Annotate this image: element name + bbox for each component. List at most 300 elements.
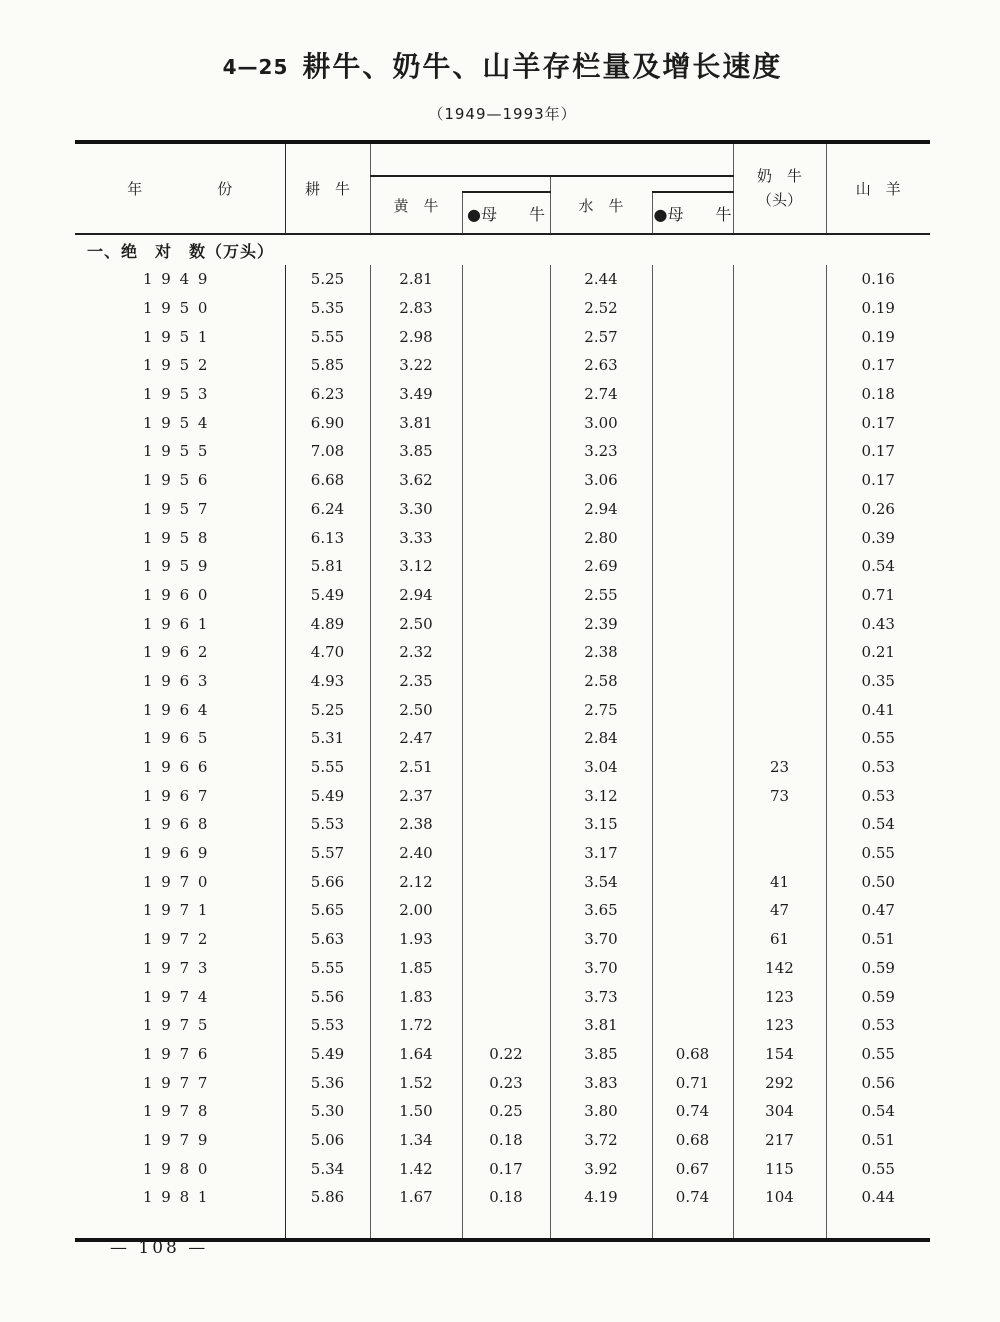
value-cell: 0.18 — [462, 1126, 550, 1155]
value-cell — [462, 552, 550, 581]
table-row — [75, 638, 930, 667]
value-cell — [652, 954, 733, 983]
year-cell: 1 9 8 1 — [143, 1188, 210, 1207]
year-cell: 1 9 6 8 — [143, 815, 210, 834]
year-cell: 1 9 6 4 — [143, 700, 210, 719]
value-cell: 5.53 — [285, 1011, 370, 1040]
table-row — [75, 781, 930, 810]
value-cell: 3.85 — [370, 437, 462, 466]
value-cell: 2.94 — [550, 495, 652, 524]
page-number: — 108 — — [110, 1238, 209, 1258]
statistics-table — [75, 140, 930, 1242]
value-cell: 3.92 — [550, 1154, 652, 1183]
value-cell: 4.89 — [285, 609, 370, 638]
table-row — [75, 609, 930, 638]
value-cell: 5.31 — [285, 724, 370, 753]
table-number: 4—25 — [222, 55, 289, 79]
value-cell: 2.80 — [550, 523, 652, 552]
value-cell: 0.19 — [826, 294, 930, 323]
value-cell — [652, 867, 733, 896]
value-cell — [652, 982, 733, 1011]
value-cell: 0.22 — [462, 1040, 550, 1069]
value-cell: 4.93 — [285, 667, 370, 696]
value-cell: 2.47 — [370, 724, 462, 753]
year-cell: 1 9 5 8 — [143, 528, 210, 547]
value-cell — [462, 495, 550, 524]
value-cell — [733, 380, 826, 409]
value-cell: 0.19 — [826, 322, 930, 351]
value-cell — [652, 781, 733, 810]
year-cell: 1 9 8 0 — [143, 1159, 210, 1178]
table-row — [75, 523, 930, 552]
table-row — [75, 839, 930, 868]
value-cell — [652, 667, 733, 696]
year-cell: 1 9 6 1 — [143, 614, 210, 633]
table-row — [75, 724, 930, 753]
table-row — [75, 265, 930, 294]
value-cell: 0.74 — [652, 1183, 733, 1212]
yellow-cows-spacer — [462, 176, 550, 192]
spacer-cell — [826, 1212, 930, 1240]
year-cell: 1 9 7 4 — [143, 987, 210, 1006]
value-cell: 3.33 — [370, 523, 462, 552]
value-cell: 4.70 — [285, 638, 370, 667]
value-cell: 2.50 — [370, 609, 462, 638]
value-cell — [652, 466, 733, 495]
value-cell: 47 — [733, 896, 826, 925]
value-cell: 0.68 — [652, 1126, 733, 1155]
year-cell: 1 9 5 1 — [143, 327, 210, 346]
value-cell: 2.58 — [550, 667, 652, 696]
value-cell — [652, 695, 733, 724]
value-cell: 4.19 — [550, 1183, 652, 1212]
value-cell: 5.86 — [285, 1183, 370, 1212]
value-cell: 5.55 — [285, 753, 370, 782]
value-cell: 3.30 — [370, 495, 462, 524]
value-cell: 1.85 — [370, 954, 462, 983]
value-cell: 1.67 — [370, 1183, 462, 1212]
table-row — [75, 322, 930, 351]
value-cell — [733, 609, 826, 638]
value-cell — [733, 265, 826, 294]
value-cell: 5.35 — [285, 294, 370, 323]
value-cell — [733, 523, 826, 552]
value-cell: 5.06 — [285, 1126, 370, 1155]
value-cell: 6.23 — [285, 380, 370, 409]
value-cell: 2.83 — [370, 294, 462, 323]
table-header — [75, 142, 930, 234]
value-cell: 0.43 — [826, 609, 930, 638]
value-cell: 0.68 — [652, 1040, 733, 1069]
value-cell: 2.38 — [370, 810, 462, 839]
value-cell: 23 — [733, 753, 826, 782]
col-header-draft-cattle: 耕 牛 — [285, 142, 370, 234]
value-cell: 0.17 — [826, 351, 930, 380]
table-body — [75, 234, 930, 1240]
year-cell: 1 9 7 6 — [143, 1044, 210, 1063]
value-cell — [733, 495, 826, 524]
year-cell: 1 9 4 9 — [143, 270, 210, 289]
table-row — [75, 495, 930, 524]
year-cell: 1 9 6 2 — [143, 643, 210, 662]
dairy-label-line1: 奶 牛 — [756, 167, 802, 186]
value-cell: 0.41 — [826, 695, 930, 724]
value-cell: 3.49 — [370, 380, 462, 409]
value-cell: 1.42 — [370, 1154, 462, 1183]
value-cell — [652, 753, 733, 782]
table-row — [75, 1097, 930, 1126]
dairy-label-line2: （头） — [756, 190, 802, 209]
value-cell: 0.50 — [826, 867, 930, 896]
value-cell: 3.62 — [370, 466, 462, 495]
value-cell: 3.04 — [550, 753, 652, 782]
value-cell: 0.55 — [826, 1040, 930, 1069]
value-cell: 5.49 — [285, 581, 370, 610]
table-row — [75, 294, 930, 323]
value-cell: 2.32 — [370, 638, 462, 667]
value-cell: 2.94 — [370, 581, 462, 610]
value-cell: 0.51 — [826, 1126, 930, 1155]
value-cell: 0.55 — [826, 724, 930, 753]
value-cell — [733, 408, 826, 437]
value-cell — [652, 495, 733, 524]
value-cell: 3.70 — [550, 954, 652, 983]
value-cell — [652, 810, 733, 839]
value-cell — [652, 437, 733, 466]
value-cell — [733, 839, 826, 868]
value-cell: 2.00 — [370, 896, 462, 925]
year-cell: 1 9 7 8 — [143, 1102, 210, 1121]
value-cell — [462, 695, 550, 724]
value-cell — [652, 408, 733, 437]
value-cell: 0.44 — [826, 1183, 930, 1212]
spacer-cell — [370, 1212, 462, 1240]
value-cell: 2.52 — [550, 294, 652, 323]
value-cell: 0.17 — [826, 437, 930, 466]
year-cell: 1 9 5 0 — [143, 299, 210, 318]
year-cell: 1 9 6 9 — [143, 844, 210, 863]
value-cell: 3.70 — [550, 925, 652, 954]
col-header-year: 年 份 — [127, 180, 233, 198]
value-cell: 5.53 — [285, 810, 370, 839]
value-cell: 2.81 — [370, 265, 462, 294]
value-cell: 5.56 — [285, 982, 370, 1011]
value-cell: 2.84 — [550, 724, 652, 753]
col-header-water-buffalo: 水 牛 — [550, 176, 652, 234]
value-cell: 5.49 — [285, 1040, 370, 1069]
value-cell — [462, 810, 550, 839]
value-cell — [462, 1011, 550, 1040]
cattle-group-spacer — [370, 142, 733, 176]
value-cell: 0.23 — [462, 1068, 550, 1097]
value-cell — [652, 523, 733, 552]
value-cell: 0.53 — [826, 1011, 930, 1040]
value-cell: 0.54 — [826, 810, 930, 839]
table-row — [75, 1068, 930, 1097]
table-row — [75, 667, 930, 696]
value-cell: 3.22 — [370, 351, 462, 380]
value-cell — [462, 839, 550, 868]
year-cell: 1 9 6 7 — [143, 786, 210, 805]
value-cell — [652, 581, 733, 610]
value-cell: 2.98 — [370, 322, 462, 351]
spacer-cell — [550, 1212, 652, 1240]
spacer-cell — [75, 1212, 285, 1240]
table-row — [75, 896, 930, 925]
value-cell: 0.59 — [826, 982, 930, 1011]
table-row — [75, 810, 930, 839]
value-cell — [733, 466, 826, 495]
spacer-cell — [652, 1212, 733, 1240]
table-row — [75, 867, 930, 896]
value-cell: 3.73 — [550, 982, 652, 1011]
value-cell: 2.38 — [550, 638, 652, 667]
value-cell: 3.00 — [550, 408, 652, 437]
value-cell: 6.24 — [285, 495, 370, 524]
value-cell: 3.54 — [550, 867, 652, 896]
value-cell — [462, 581, 550, 610]
page-subtitle: （1949—1993年） — [428, 105, 577, 123]
value-cell — [733, 667, 826, 696]
year-cell: 1 9 5 5 — [143, 442, 210, 461]
value-cell — [462, 896, 550, 925]
value-cell: 1.64 — [370, 1040, 462, 1069]
year-cell: 1 9 6 0 — [143, 585, 210, 604]
value-cell — [462, 322, 550, 351]
value-cell: 0.55 — [826, 1154, 930, 1183]
value-cell: 0.47 — [826, 896, 930, 925]
year-cell: 1 9 5 6 — [143, 471, 210, 490]
value-cell: 104 — [733, 1183, 826, 1212]
year-cell: 1 9 6 5 — [143, 729, 210, 748]
value-cell: 3.06 — [550, 466, 652, 495]
year-cell: 1 9 6 3 — [143, 671, 210, 690]
value-cell: 5.81 — [285, 552, 370, 581]
value-cell — [733, 724, 826, 753]
buffalo-cows-spacer — [652, 176, 733, 192]
value-cell — [462, 724, 550, 753]
value-cell: 154 — [733, 1040, 826, 1069]
year-cell: 1 9 6 6 — [143, 758, 210, 777]
value-cell: 0.56 — [826, 1068, 930, 1097]
value-cell: 123 — [733, 1011, 826, 1040]
value-cell: 0.55 — [826, 839, 930, 868]
value-cell — [462, 638, 550, 667]
value-cell — [462, 351, 550, 380]
value-cell: 3.81 — [550, 1011, 652, 1040]
year-cell: 1 9 7 9 — [143, 1130, 210, 1149]
value-cell: 3.80 — [550, 1097, 652, 1126]
table-row — [75, 1154, 930, 1183]
value-cell — [652, 925, 733, 954]
value-cell — [733, 695, 826, 724]
value-cell: 0.18 — [826, 380, 930, 409]
value-cell — [652, 380, 733, 409]
value-cell: 0.21 — [826, 638, 930, 667]
value-cell: 5.36 — [285, 1068, 370, 1097]
value-cell — [652, 1011, 733, 1040]
value-cell: 142 — [733, 954, 826, 983]
col-header-goats: 山 羊 — [826, 142, 930, 234]
value-cell: 3.12 — [550, 781, 652, 810]
value-cell: 115 — [733, 1154, 826, 1183]
value-cell: 0.59 — [826, 954, 930, 983]
value-cell: 3.12 — [370, 552, 462, 581]
year-cell: 1 9 7 3 — [143, 958, 210, 977]
value-cell — [652, 896, 733, 925]
value-cell: 0.35 — [826, 667, 930, 696]
value-cell: 1.52 — [370, 1068, 462, 1097]
table-bottom-spacer — [75, 1212, 930, 1240]
value-cell: 61 — [733, 925, 826, 954]
year-cell: 1 9 7 7 — [143, 1073, 210, 1092]
value-cell: 3.72 — [550, 1126, 652, 1155]
table-row — [75, 408, 930, 437]
spacer-cell — [285, 1212, 370, 1240]
value-cell: 5.85 — [285, 351, 370, 380]
value-cell — [652, 552, 733, 581]
value-cell: 5.65 — [285, 896, 370, 925]
value-cell — [462, 408, 550, 437]
value-cell: 0.39 — [826, 523, 930, 552]
value-cell: 292 — [733, 1068, 826, 1097]
year-cell: 1 9 5 3 — [143, 385, 210, 404]
value-cell — [462, 466, 550, 495]
value-cell — [652, 265, 733, 294]
value-cell — [733, 351, 826, 380]
value-cell — [733, 638, 826, 667]
col-header-dairy-cattle — [733, 142, 826, 234]
page-title: 耕牛、奶牛、山羊存栏量及增长速度 — [302, 50, 783, 83]
value-cell — [733, 322, 826, 351]
value-cell: 0.17 — [462, 1154, 550, 1183]
value-cell: 3.85 — [550, 1040, 652, 1069]
value-cell: 217 — [733, 1126, 826, 1155]
value-cell — [462, 781, 550, 810]
table-row — [75, 380, 930, 409]
table-row — [75, 552, 930, 581]
value-cell — [462, 437, 550, 466]
col-header-buffalo-cows: ●母 牛 — [652, 192, 733, 234]
year-cell: 1 9 7 5 — [143, 1016, 210, 1035]
value-cell: 123 — [733, 982, 826, 1011]
value-cell: 6.13 — [285, 523, 370, 552]
value-cell — [733, 294, 826, 323]
table-row — [75, 581, 930, 610]
value-cell: 5.55 — [285, 954, 370, 983]
value-cell: 1.83 — [370, 982, 462, 1011]
value-cell — [462, 523, 550, 552]
value-cell: 0.54 — [826, 552, 930, 581]
value-cell: 3.83 — [550, 1068, 652, 1097]
value-cell: 1.93 — [370, 925, 462, 954]
value-cell: 1.50 — [370, 1097, 462, 1126]
value-cell: 0.71 — [826, 581, 930, 610]
value-cell: 2.44 — [550, 265, 652, 294]
value-cell: 0.16 — [826, 265, 930, 294]
value-cell — [652, 724, 733, 753]
value-cell: 0.71 — [652, 1068, 733, 1097]
value-cell: 3.81 — [370, 408, 462, 437]
value-cell: 2.57 — [550, 322, 652, 351]
table-row — [75, 437, 930, 466]
table-row — [75, 1126, 930, 1155]
value-cell: 73 — [733, 781, 826, 810]
value-cell: 5.57 — [285, 839, 370, 868]
value-cell: 5.63 — [285, 925, 370, 954]
table-row — [75, 954, 930, 983]
value-cell: 2.50 — [370, 695, 462, 724]
value-cell: 2.63 — [550, 351, 652, 380]
spacer-cell — [462, 1212, 550, 1240]
value-cell: 5.25 — [285, 265, 370, 294]
value-cell: 0.25 — [462, 1097, 550, 1126]
title-block — [75, 45, 930, 85]
value-cell — [652, 839, 733, 868]
table-row — [75, 695, 930, 724]
year-cell: 1 9 5 9 — [143, 557, 210, 576]
year-cell: 1 9 7 1 — [143, 901, 210, 920]
col-header-yellow-cattle: 黄 牛 — [370, 176, 462, 234]
value-cell: 0.26 — [826, 495, 930, 524]
value-cell — [462, 609, 550, 638]
value-cell — [733, 581, 826, 610]
value-cell — [652, 609, 733, 638]
value-cell — [652, 294, 733, 323]
value-cell: 2.75 — [550, 695, 652, 724]
value-cell: 1.34 — [370, 1126, 462, 1155]
value-cell: 41 — [733, 867, 826, 896]
value-cell: 2.74 — [550, 380, 652, 409]
page-content — [75, 0, 930, 1242]
value-cell — [652, 638, 733, 667]
value-cell — [462, 753, 550, 782]
table-row — [75, 351, 930, 380]
year-cell: 1 9 5 4 — [143, 413, 210, 432]
value-cell: 6.68 — [285, 466, 370, 495]
year-cell: 1 9 7 2 — [143, 930, 210, 949]
value-cell: 0.67 — [652, 1154, 733, 1183]
value-cell: 7.08 — [285, 437, 370, 466]
value-cell — [652, 351, 733, 380]
value-cell: 1.72 — [370, 1011, 462, 1040]
value-cell: 5.34 — [285, 1154, 370, 1183]
value-cell: 0.74 — [652, 1097, 733, 1126]
value-cell — [462, 294, 550, 323]
value-cell: 2.37 — [370, 781, 462, 810]
table-row — [75, 1040, 930, 1069]
value-cell: 3.23 — [550, 437, 652, 466]
value-cell: 0.53 — [826, 781, 930, 810]
value-cell — [462, 667, 550, 696]
value-cell: 0.54 — [826, 1097, 930, 1126]
value-cell: 5.30 — [285, 1097, 370, 1126]
value-cell: 5.49 — [285, 781, 370, 810]
value-cell — [462, 982, 550, 1011]
value-cell: 0.53 — [826, 753, 930, 782]
spacer-cell — [733, 1212, 826, 1240]
section-label: 一、绝 对 数（万头） — [75, 234, 930, 265]
value-cell: 2.35 — [370, 667, 462, 696]
value-cell — [733, 437, 826, 466]
table-row — [75, 1011, 930, 1040]
value-cell — [462, 867, 550, 896]
table-row — [75, 753, 930, 782]
value-cell: 304 — [733, 1097, 826, 1126]
value-cell: 5.25 — [285, 695, 370, 724]
value-cell: 3.17 — [550, 839, 652, 868]
value-cell: 0.17 — [826, 466, 930, 495]
